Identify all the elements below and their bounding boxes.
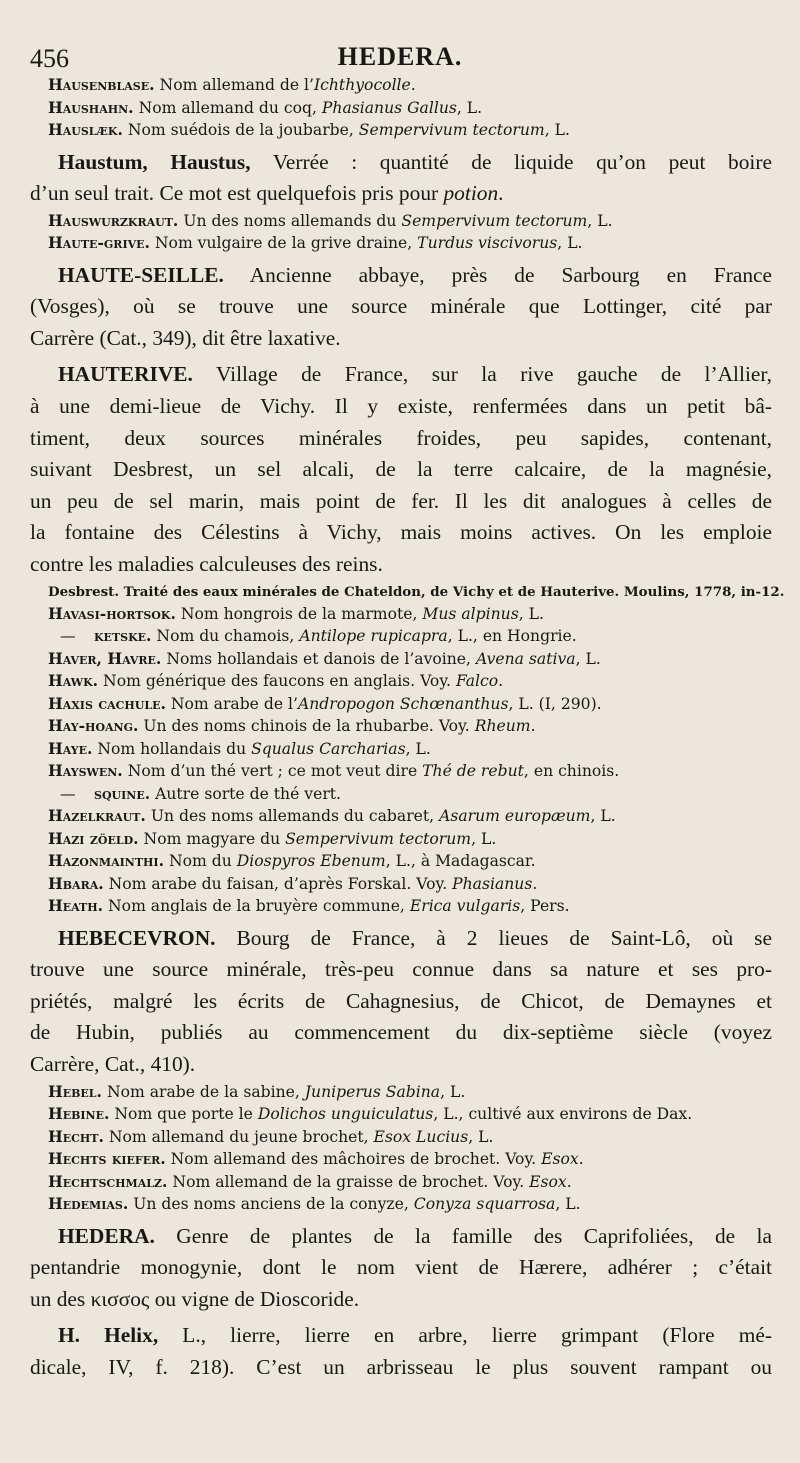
dictionary-entry (30, 74, 772, 97)
entry-term: Haver, Havre. (48, 648, 162, 668)
article-text: (Vosges), où se trouve une source minérale que Lottinger, cité par (30, 294, 772, 319)
article-line (30, 178, 772, 210)
article-line (30, 454, 772, 486)
article-text: Genre de plantes de la famille des Caprifoliées, de la (154, 1223, 772, 1248)
dictionary-entry (30, 648, 772, 671)
entry-text: Nom d’un thé vert ; ce mot veut dire (127, 762, 423, 781)
dictionary-entry (30, 97, 772, 120)
dictionary-entry (30, 1081, 772, 1104)
entry-suffix: , Pers. (520, 897, 570, 916)
entry-text: Nom magyare du (143, 829, 286, 848)
entry-text: Nom allemand des mâchoires de brochet. Voy. (170, 1150, 542, 1169)
article-entry (30, 359, 772, 580)
entry-text: Nom du (168, 852, 237, 871)
article-text: priétés, malgré les écrits de Cahagnesius, de Chicot, de Demaynes et (30, 988, 772, 1013)
repeat-dash: — (60, 784, 76, 803)
repeat-dash: — (60, 627, 76, 646)
dictionary-entry (30, 760, 772, 783)
article-term: Haustum, Haustus, (58, 149, 251, 174)
entry-suffix: , L. (471, 829, 497, 848)
article-line (30, 1017, 772, 1049)
entry-text: Un des noms allemands du (183, 211, 402, 230)
entry-latin-name: Diospyros Ebenum (236, 852, 386, 871)
article-text: contre les maladies calculeuses des reins. (30, 552, 383, 577)
entry-latin-name: Esox (529, 1172, 567, 1191)
article-text: de Hubin, publiés au commencement du dix-septième siècle (voyez (30, 1020, 772, 1045)
entry-term: Hazi zöeld. (48, 828, 139, 848)
entry-suffix: . (530, 717, 536, 736)
dictionary-entry (30, 693, 772, 716)
dictionary-entry (30, 715, 772, 738)
entry-term: Hebine. (48, 1104, 110, 1124)
entry-term: Haute-grive. (48, 233, 150, 253)
article-entry (30, 923, 772, 1081)
dictionary-entry (30, 1171, 772, 1194)
article-line (30, 1352, 772, 1384)
article-entry (30, 1221, 772, 1316)
entry-latin-name: Sempervivum tectorum (401, 211, 588, 230)
article-text: trouve une source minérale, très-peu connue dans sa nature et ses pro- (30, 957, 772, 982)
entry-text: Nom allemand de la graisse de brochet. Voy. (172, 1172, 530, 1191)
entry-suffix: , L., en Hongrie. (447, 627, 577, 646)
article-text: Bourg de France, à 2 lieues de Saint-Lô, où se (215, 925, 772, 950)
bibliographic-citation: Desbrest. Traité des eaux minérales de Chateldon, de Vichy et de Hauterive. Moulins, 1778, in-12. (48, 583, 785, 600)
article-line (30, 359, 772, 391)
article-suffix: . (498, 181, 504, 206)
dictionary-entry (30, 232, 772, 255)
entry-term: Hechtschmalz. (48, 1171, 168, 1191)
dictionary-entry (30, 625, 772, 648)
entry-suffix: , L. (518, 604, 544, 623)
article-line (30, 391, 772, 423)
entry-term: Hazonmainthi. (48, 851, 164, 871)
article-text: Village de France, sur la rive gauche de l’Allier, (192, 362, 772, 387)
entry-latin-name: Erica vulgaris (409, 897, 521, 916)
entry-text: Nom anglais de la bruyère commune, (108, 897, 410, 916)
entry-term: Hechts kiefer. (48, 1149, 166, 1169)
entry-term: Hayswen. (48, 761, 123, 781)
article-term: HEDERA. (58, 1223, 155, 1248)
entry-term: Hbara. (48, 873, 104, 893)
entry-latin-name: Esox Lucius (373, 1127, 469, 1146)
entry-suffix: , L. (I, 290). (508, 694, 602, 713)
entry-suffix: , L. (557, 234, 583, 253)
article-entry (30, 1320, 772, 1383)
entry-text: Nom hollandais du (97, 739, 252, 758)
article-text: L., lierre, lierre en arbre, lierre grimpant (Flore mé- (158, 1323, 772, 1348)
entry-text: Nom suédois de la joubarbe, (127, 121, 359, 139)
dictionary-entry (30, 850, 772, 873)
article-line (30, 1221, 772, 1253)
entry-latin-name: Thé de rebut (422, 762, 524, 781)
article-text: Carrère (Cat., 349), dit être laxative. (30, 325, 341, 350)
entry-suffix: . (498, 672, 504, 691)
article-text: à une demi-lieue de Vichy. Il y existe, renfermées dans un petit bâ- (30, 394, 772, 419)
entry-latin-name: Rheum (474, 717, 531, 736)
entry-text: Nom générique des faucons en anglais. Voy. (103, 672, 456, 691)
entry-suffix: , L. (544, 121, 570, 139)
entry-term: Hebel. (48, 1081, 102, 1101)
article-text: suivant Desbrest, un sel alcali, de la terre calcaire, de la magnésie, (30, 457, 772, 482)
dictionary-entry (30, 1193, 772, 1216)
article-line (30, 1252, 772, 1284)
entry-text: Autre sorte de thé vert. (155, 784, 341, 803)
entry-text: Un des noms anciens de la conyze, (133, 1195, 414, 1214)
entry-suffix: , L. (587, 211, 613, 230)
entry-text: Nom allemand du jeune brochet, (108, 1127, 374, 1146)
entry-text: Nom vulgaire de la grive draine, (154, 234, 418, 253)
entry-term: Hazelkraut. (48, 806, 146, 826)
entry-suffix: , L. (456, 98, 483, 117)
entry-text: Nom hongrois de la marmote, (180, 604, 423, 623)
entry-latin-name: Dolichos unguiculatus (257, 1105, 434, 1124)
entry-latin-name: Conyza squarrosa (413, 1195, 556, 1214)
article-entry (30, 260, 772, 355)
entry-suffix: . (566, 1172, 572, 1191)
dictionary-body (30, 74, 785, 1384)
entry-text: Nom que porte le (114, 1105, 258, 1124)
article-text: Carrère, Cat., 410). (30, 1052, 196, 1076)
dictionary-entry (30, 783, 772, 806)
entry-text: Un des noms allemands du cabaret, (150, 807, 440, 826)
entry-term: Hauswurzkraut. (48, 210, 179, 230)
article-entry (30, 147, 772, 210)
dictionary-entry (30, 670, 772, 693)
entry-text: Nom allemand de l’ (159, 76, 314, 94)
article-line (30, 147, 772, 179)
entry-suffix: , L. (555, 1195, 581, 1214)
entry-latin-name: Phasianus (452, 874, 533, 893)
entry-suffix: . (410, 76, 416, 94)
article-line (30, 423, 772, 455)
dictionary-entry (30, 603, 772, 626)
article-text: Verrée : quantité de liquide qu’on peut boire (250, 149, 772, 174)
article-line (30, 1284, 772, 1316)
entry-latin-name: Andropogon Schœnanthus (297, 694, 509, 713)
article-term: H. Helix, (58, 1323, 159, 1348)
dictionary-entry (30, 119, 772, 142)
entry-latin-name: Esox (541, 1150, 579, 1169)
article-line (30, 923, 772, 955)
article-italic: potion (443, 181, 499, 206)
dictionary-entry (30, 873, 772, 896)
entry-latin-name: Antilope rupicapra (299, 627, 448, 646)
entry-text: Nom arabe de l’ (170, 694, 298, 713)
article-line (30, 986, 772, 1018)
entry-term: Hecht. (48, 1126, 104, 1146)
entry-suffix: . (532, 874, 538, 893)
entry-latin-name: Ichthyocolle (314, 76, 411, 94)
entry-term: Haushahn. (48, 97, 134, 117)
entry-text: Noms hollandais et danois de l’avoine, (166, 649, 476, 668)
entry-text: Nom arabe du faisan, d’après Forskal. Voy. (108, 874, 453, 893)
entry-term: squine. (94, 783, 151, 803)
article-line (30, 549, 772, 581)
article-text: d’un seul trait. Ce mot est quelquefois pris pour (30, 181, 444, 206)
dictionary-entry (30, 895, 772, 918)
article-line (30, 486, 772, 518)
article-term: HEBECEVRON. (58, 925, 216, 950)
article-term: HAUTERIVE. (58, 362, 193, 387)
dictionary-entry (30, 805, 772, 828)
entry-term: Hawk. (48, 671, 99, 691)
entry-latin-name: Juniperus Sabina (304, 1082, 441, 1101)
entry-term: Havasi-hortsok. (48, 603, 176, 623)
dictionary-entry (30, 1103, 772, 1126)
entry-latin-name: Turdus viscivorus (417, 234, 558, 253)
article-line (30, 291, 772, 323)
entry-term: Hedemias. (48, 1194, 129, 1214)
entry-text: Nom allemand du coq, (138, 98, 322, 117)
article-text: timent, deux sources minérales froides, peu sapides, contenant, (30, 425, 772, 450)
entry-term: Hay-hoang. (48, 716, 139, 736)
entry-suffix: , L. (468, 1127, 494, 1146)
article-line (30, 954, 772, 986)
entry-latin-name: Squalus Carcharias (251, 739, 406, 758)
dictionary-entry (30, 1148, 772, 1171)
entry-suffix: , L. (590, 807, 616, 826)
dictionary-entry (30, 828, 772, 851)
article-line (30, 323, 772, 355)
dictionary-entry (30, 1126, 772, 1149)
entry-suffix: , L. (575, 649, 601, 668)
entry-suffix: . (578, 1150, 584, 1169)
article-text: dicale, IV, f. 218). C’est un arbrisseau le plus souvent rampant ou (30, 1354, 772, 1379)
entry-term: Hausenblase. (48, 75, 155, 94)
entry-suffix: , L., cultivé aux environs de Dax. (433, 1105, 693, 1124)
entry-suffix: , L., à Madagascar. (385, 852, 536, 871)
article-text: un peu de sel marin, mais point de fer. Il les dit analogues à celles de (30, 488, 772, 513)
entry-term: Haxis cachule. (48, 693, 166, 713)
article-line (30, 260, 772, 292)
entry-latin-name: Mus alpinus (422, 604, 519, 623)
entry-text: Un des noms chinois de la rhubarbe. Voy. (143, 717, 475, 736)
entry-latin-name: Phasianus Gallus (321, 98, 457, 117)
entry-text: Nom arabe de la sabine, (106, 1082, 305, 1101)
article-line (30, 1320, 772, 1352)
article-text: un des κισσος ou vigne de Dioscoride. (30, 1286, 360, 1311)
article-text: pentandrie monogynie, dont le nom vient de Hærere, adhérer ; c’était (30, 1255, 772, 1280)
entry-latin-name: Falco (455, 672, 499, 691)
article-text: Ancienne abbaye, près de Sarbourg en France (223, 262, 772, 287)
entry-term: Hauslæk. (48, 120, 123, 139)
entry-latin-name: Avena sativa (475, 649, 576, 668)
entry-suffix: , L. (440, 1082, 466, 1101)
article-text: la fontaine des Célestins à Vichy, mais moins actives. On les emploie (30, 520, 772, 545)
running-title: HEDERA. (337, 42, 463, 71)
article-line (30, 1049, 772, 1081)
article-term: HAUTE-SEILLE. (58, 262, 224, 287)
entry-suffix: , L. (405, 739, 431, 758)
dictionary-entry (30, 210, 772, 233)
entry-latin-name: Asarum europæum (439, 807, 591, 826)
entry-text: Nom du chamois, (156, 627, 300, 646)
dictionary-entry (30, 738, 772, 761)
entry-term: ketske. (94, 626, 152, 646)
entry-latin-name: Sempervivum tectorum (358, 121, 545, 139)
article-line (30, 517, 772, 549)
entry-term: Heath. (48, 896, 104, 916)
entry-suffix: , en chinois. (523, 762, 620, 781)
page-number: 456 (30, 44, 69, 73)
entry-latin-name: Sempervivum tectorum (285, 829, 472, 848)
entry-term: Haye. (48, 738, 93, 758)
